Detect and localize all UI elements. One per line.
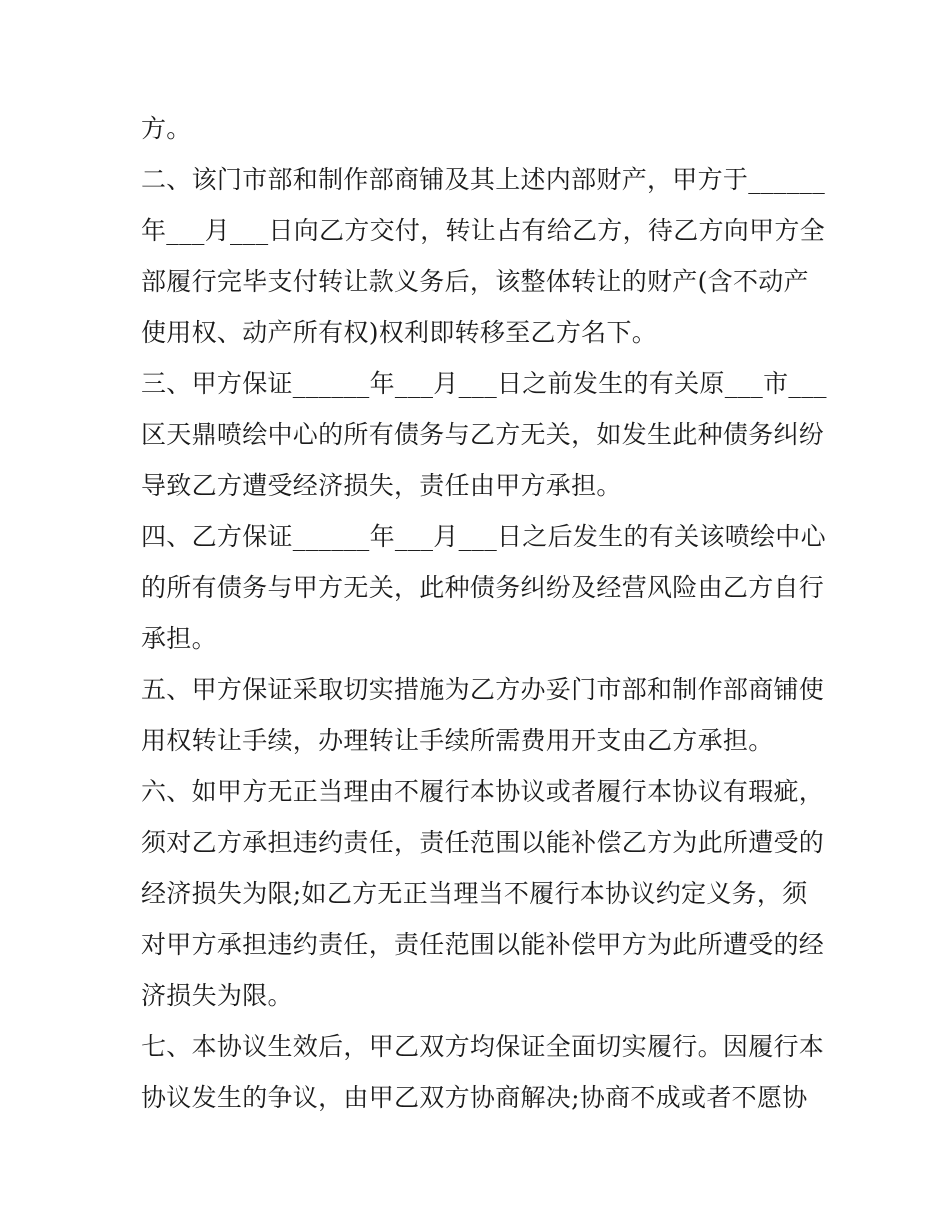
- text-line: 三、甲方保证______年___月___日之前发生的有关原___市___: [141, 369, 827, 398]
- text-line: 方。: [141, 114, 192, 143]
- text-line: 经济损失为限;如乙方无正当理当不履行本协议约定义务，须: [141, 879, 808, 908]
- text-line: 六、如甲方无正当理由不履行本协议或者履行本协议有瑕疵，: [141, 777, 825, 806]
- text-line: 七、本协议生效后，甲乙双方均保证全面切实履行。因履行本: [141, 1032, 825, 1061]
- text-line: 区天鼎喷绘中心的所有债务与乙方无关，如发生此种债务纠纷: [141, 420, 825, 449]
- text-line: 部履行完毕支付转让款义务后，该整体转让的财产(含不动产: [141, 267, 809, 296]
- document-body: [141, 106, 827, 1126]
- text-line: 四、乙方保证______年___月___日之后发生的有关该喷绘中心: [141, 522, 826, 551]
- text-line: 二、该门市部和制作部商铺及其上述内部财产，甲方于______: [141, 165, 826, 194]
- text-line: 导致乙方遭受经济损失，责任由甲方承担。: [141, 471, 622, 500]
- text-line: 对甲方承担违约责任，责任范围以能补偿甲方为此所遭受的经: [141, 930, 825, 959]
- text-line: 用权转让手续，办理转让手续所需费用开支由乙方承担。: [141, 726, 774, 755]
- text-line: 济损失为限。: [141, 981, 293, 1010]
- text-line: 年___月___日向乙方交付，转让占有给乙方，待乙方向甲方全: [141, 216, 826, 245]
- text-line: 使用权、动产所有权)权利即转移至乙方名下。: [141, 318, 658, 347]
- text-line: 协议发生的争议，由甲乙双方协商解决;协商不成或者不愿协: [141, 1083, 808, 1112]
- text-line: 的所有债务与甲方无关，此种债务纠纷及经营风险由乙方自行: [141, 573, 825, 602]
- text-line: 承担。: [141, 624, 217, 653]
- text-line: 须对乙方承担违约责任，责任范围以能补偿乙方为此所遭受的: [141, 828, 825, 857]
- text-line: 五、甲方保证采取切实措施为乙方办妥门市部和制作部商铺使: [141, 675, 825, 704]
